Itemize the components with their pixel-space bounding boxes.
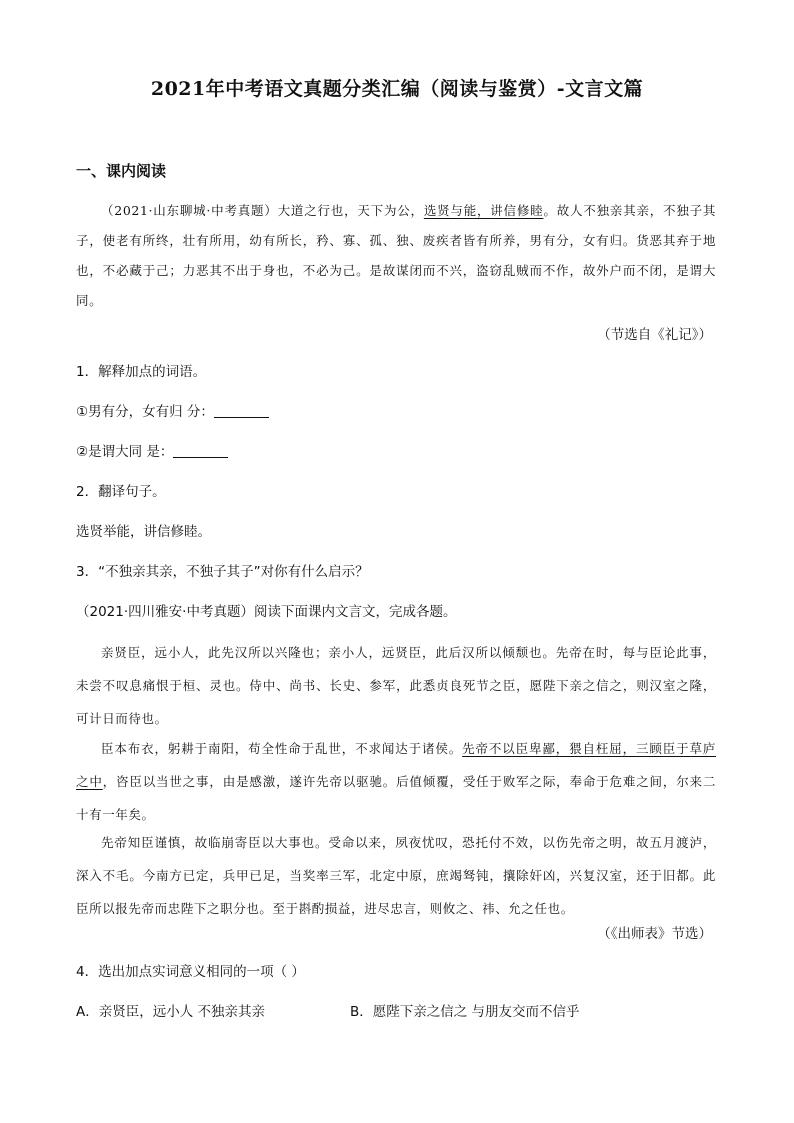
- question-2-sentence: 选贤举能，讲信修睦。: [76, 524, 211, 540]
- passage-2-intro: （2021·四川雅安·中考真题）阅读下面课内文言文，完成各题。: [76, 604, 457, 620]
- option-b[interactable]: B．愿陛下亲之信之 与朋友交而不信乎: [350, 1004, 580, 1020]
- passage-source-tag: （2021·山东聊城·中考真题）: [101, 203, 278, 218]
- underlined-sentence: 先帝不以臣卑鄙，猥自枉屈，三顾臣于草庐之中: [76, 741, 716, 789]
- source-note: （节选自《礼记》）: [597, 327, 712, 343]
- passage-text: ，咨臣以当世之事，由是感激，遂许先帝以驱驰。后值倾覆，受任于败军之际，奉命于危难之间，尔来二十有一年矣。: [76, 774, 717, 822]
- question-3-stem: 3．“不独亲其亲，不独子其子”对你有什么启示？: [76, 564, 369, 580]
- question-1-stem: 1．解释加点的词语。: [76, 364, 207, 380]
- question-1-item-2: [76, 442, 228, 462]
- underlined-sentence: 选贤与能，讲信修睦: [423, 203, 544, 218]
- page-title: 2021年中考语文真题分类汇编（阅读与鉴赏）-文言文篇: [150, 78, 644, 100]
- passage-1: [76, 196, 716, 316]
- option-a[interactable]: A．亲贤臣，远小人 不独亲其亲: [76, 1004, 266, 1020]
- answer-blank[interactable]: [173, 443, 228, 458]
- source-note: （《出师表》节选）: [597, 926, 712, 942]
- answer-blank[interactable]: [214, 403, 269, 418]
- item-text: ②是谓大同 是：: [76, 444, 174, 460]
- passage-2-paragraph-3: 先帝知臣谨慎，故临崩寄臣以大事也。受命以来，夙夜忧叹，恐托付不效，以伤先帝之明，故五月渡泸，深入不毛。今南方已定，兵甲已足，当奖率三军，北定中原，庶竭驽钝，攘除奸凶，兴复汉室，还于旧都。此臣所以报先帝而忠陛下之职分也。至于斟酌损益，进尽忠言，则攸之、祎、允之任也。: [76, 835, 716, 916]
- passage-text: 臣本布衣，躬耕于南阳，苟全性命于乱世，不求闻达于诸侯。: [101, 741, 463, 756]
- passage-text: 大道之行也，天下为公，: [277, 203, 424, 218]
- question-2-stem: 2．翻译句子。: [76, 484, 166, 500]
- section-heading: 一、课内阅读: [76, 162, 167, 180]
- passage-text: 。故人不独亲其亲，不独子其子，使老有所终，壮有所用，幼有所长，矜、寡、孤、独、废疾者皆有所养，男有分，女有归。货恶其弃于地也，不必藏于己；力恶其不出于身也，不必为己。是故谋闭而不兴，盗窃乱贼而不作，故外户而不闭，是谓大同。: [76, 203, 717, 308]
- passage-2-paragraph-1: 亲贤臣，远小人，此先汉所以兴隆也；亲小人，远贤臣，此后汉所以倾颓也。先帝在时，每与臣论此事，未尝不叹息痛恨于桓、灵也。侍中、尚书、长史、参军，此悉贞良死节之臣，愿陛下亲之信之，则汉室之隆，可计日而待也。: [76, 645, 716, 726]
- passage-2-paragraph-2: [76, 732, 716, 831]
- question-4-stem: 4．选出加点实词意义相同的一项（ ）: [76, 964, 305, 980]
- item-text: ①男有分，女有归 分：: [76, 404, 214, 420]
- question-1-item-1: [76, 402, 269, 422]
